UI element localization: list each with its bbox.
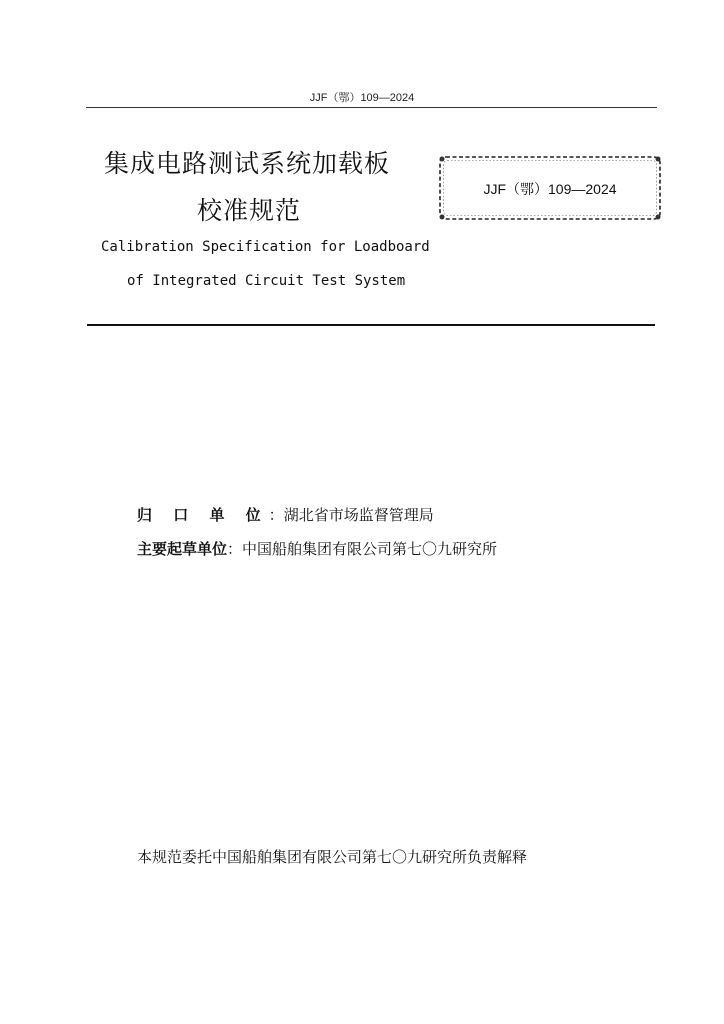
drafting-unit-label: 主要起草单位 [137,540,228,558]
admin-unit-label: 归 口 单 位 [137,506,269,524]
title-chinese-line-2: 校准规范 [197,196,302,225]
admin-unit-value: 湖北省市场监督管理局 [283,506,434,524]
drafting-unit-colon: ： [227,540,243,558]
header-document-code: JJF（鄂）109—2024 [309,92,415,104]
main-title-rule [87,324,655,326]
drafting-unit-row [137,538,497,559]
title-english-line-1: Calibration Specification for Loadboard [101,239,430,255]
title-chinese-line-1: 集成电路测试系统加载板 [104,149,391,178]
admin-unit-row [137,504,434,525]
title-english-line-2: of Integrated Circuit Test System [127,273,406,289]
document-code-box [437,154,663,222]
code-box-text: JJF（鄂）109—2024 [483,181,617,197]
admin-unit-colon: ： [268,506,284,524]
drafting-unit-value: 中国船舶集团有限公司第七〇九研究所 [242,540,498,558]
interpretation-note: 本规范委托中国船舶集团有限公司第七〇九研究所负责解释 [137,848,528,866]
header-rule [86,107,657,108]
